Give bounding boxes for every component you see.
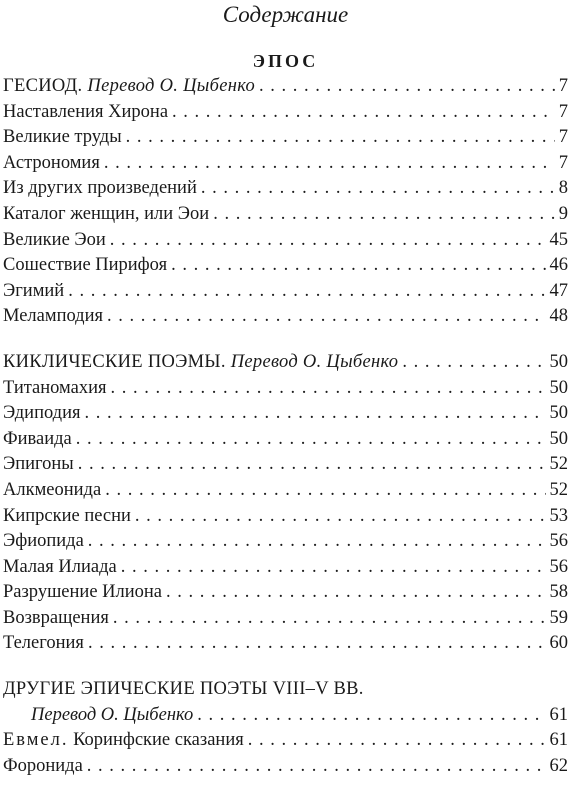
leader-dots — [166, 580, 545, 606]
toc-entry-label: Евмел. Коринфские сказания — [3, 730, 244, 751]
leader-dots — [171, 253, 545, 279]
toc-entry-label: Возвращения — [3, 607, 109, 628]
toc-entry[interactable] — [3, 304, 568, 330]
leader-dots — [110, 228, 546, 254]
leader-dots — [201, 176, 555, 202]
page-number: 56 — [549, 531, 568, 552]
toc-entry[interactable] — [3, 253, 568, 279]
translator-credit: Перевод О. Цыбенко — [31, 704, 194, 725]
toc-entry-cyclic-poems[interactable] — [3, 350, 568, 376]
page-title: Содержание — [222, 2, 349, 27]
page-number: 7 — [558, 127, 568, 148]
toc-entry-label: Форонида — [3, 755, 83, 776]
leader-dots — [113, 606, 546, 632]
leader-dots — [172, 100, 555, 126]
toc-entry[interactable] — [3, 125, 568, 151]
toc-entry[interactable] — [3, 754, 568, 780]
toc-entry-label: Великие труды — [3, 127, 122, 148]
toc-entry[interactable] — [3, 478, 568, 504]
leader-dots — [402, 350, 545, 376]
page-number: 7 — [558, 152, 568, 173]
toc-entry[interactable] — [3, 529, 568, 555]
page-number: 53 — [549, 505, 568, 526]
toc-entry[interactable] — [3, 376, 568, 402]
toc-entry-label: Каталог женщин, или Эои — [3, 203, 210, 224]
toc-entry-label: Наставления Хирона — [3, 101, 169, 122]
page-number: 52 — [549, 454, 568, 475]
toc-entry-label: Алкмеонида — [3, 479, 102, 500]
toc-entry[interactable] — [3, 176, 568, 202]
toc-entry-label: Малая Илиада — [3, 556, 117, 577]
toc-entry-label: ГЕСИОД. Перевод О. Цыбенко — [3, 76, 256, 96]
toc-entry[interactable] — [3, 555, 568, 581]
leader-dots — [76, 427, 546, 453]
toc-entry-label: Эфиопида — [3, 531, 84, 552]
toc-entry[interactable] — [3, 427, 568, 453]
page-number: 60 — [549, 633, 568, 654]
leader-dots — [78, 452, 546, 478]
toc-entry[interactable] — [3, 151, 568, 177]
page-number: 58 — [549, 582, 568, 603]
translator-credit: Перевод О. Цыбенко — [230, 351, 399, 372]
toc-entry-label: Фиваида — [3, 428, 72, 449]
toc-entry-label: Разрушение Илиона — [3, 582, 163, 603]
toc-entry-label: КИКЛИЧЕСКИЕ ПОЭМЫ. Перевод О. Цыбенко — [3, 351, 399, 372]
toc-entry[interactable] — [3, 580, 568, 606]
toc-entry-label: Из других произведений — [3, 178, 197, 199]
page-number: 46 — [549, 255, 568, 276]
toc-entry-other-epic-poets[interactable]: ДРУГИЕ ЭПИЧЕСКИЕ ПОЭТЫ VIII–V ВВ. — [3, 679, 364, 700]
toc-entry[interactable] — [3, 202, 568, 228]
leader-dots — [105, 478, 545, 504]
leader-dots — [87, 754, 546, 780]
toc-entry[interactable] — [3, 728, 568, 754]
page-number: 9 — [558, 203, 568, 224]
page-number: 50 — [549, 428, 568, 449]
leader-dots — [213, 202, 555, 228]
toc-entry[interactable] — [3, 401, 568, 427]
toc-entry-label: Астрономия — [3, 152, 100, 173]
leader-dots — [104, 151, 555, 177]
page-number: 48 — [549, 306, 568, 327]
toc-entry[interactable] — [3, 228, 568, 254]
page-number: 47 — [549, 280, 568, 301]
leader-dots — [111, 376, 546, 402]
leader-dots — [85, 401, 546, 427]
toc-entry[interactable] — [3, 452, 568, 478]
leader-dots — [135, 504, 546, 530]
section-title: ЭПОС — [252, 51, 319, 71]
leader-dots — [107, 304, 545, 330]
toc-entry[interactable] — [3, 279, 568, 305]
leader-dots — [121, 555, 546, 581]
leader-dots — [126, 125, 555, 151]
page-number: 61 — [549, 704, 568, 725]
toc-entry-label: Титаномахия — [3, 377, 107, 398]
toc-entry-label: Эгимий — [3, 280, 65, 301]
toc-entry[interactable] — [3, 631, 568, 657]
page-number: 50 — [549, 377, 568, 398]
toc-entry[interactable] — [3, 504, 568, 530]
toc-entry-label: Кипрские песни — [3, 505, 131, 526]
toc-entry[interactable] — [3, 606, 568, 632]
leader-dots — [68, 279, 545, 305]
toc-entry-label: Меламподия — [3, 306, 104, 327]
author-name: Евмел. — [3, 730, 69, 751]
page-number: 59 — [549, 607, 568, 628]
leader-dots — [88, 631, 546, 657]
page-number: 56 — [549, 556, 568, 577]
page-number: 50 — [549, 351, 568, 372]
leader-dots — [259, 74, 555, 100]
page-number: 61 — [549, 730, 568, 751]
translator-credit: Перевод О. Цыбенко — [87, 76, 256, 96]
page-number: 52 — [549, 479, 568, 500]
toc-entry[interactable] — [3, 100, 568, 126]
toc-entry-hesiod[interactable] — [3, 74, 568, 100]
toc-entry-translator-line[interactable] — [3, 703, 568, 729]
page-number: 7 — [558, 101, 568, 122]
toc-entry-label — [31, 703, 193, 729]
leader-dots — [248, 728, 546, 754]
toc-entry-label: Сошествие Пирифоя — [3, 255, 168, 276]
toc-entry-label: Великие Эои — [3, 229, 106, 250]
leader-dots — [88, 529, 546, 555]
page-number: 45 — [549, 229, 568, 250]
page-number: 7 — [558, 76, 568, 96]
page-number: 8 — [558, 178, 568, 199]
toc-entry-label: Телегония — [3, 633, 84, 654]
leader-dots — [197, 703, 545, 729]
toc-entry-label: Эпигоны — [3, 454, 74, 475]
toc-entry-label: Эдиподия — [3, 403, 81, 424]
page-number: 50 — [549, 403, 568, 424]
page-number: 62 — [549, 755, 568, 776]
